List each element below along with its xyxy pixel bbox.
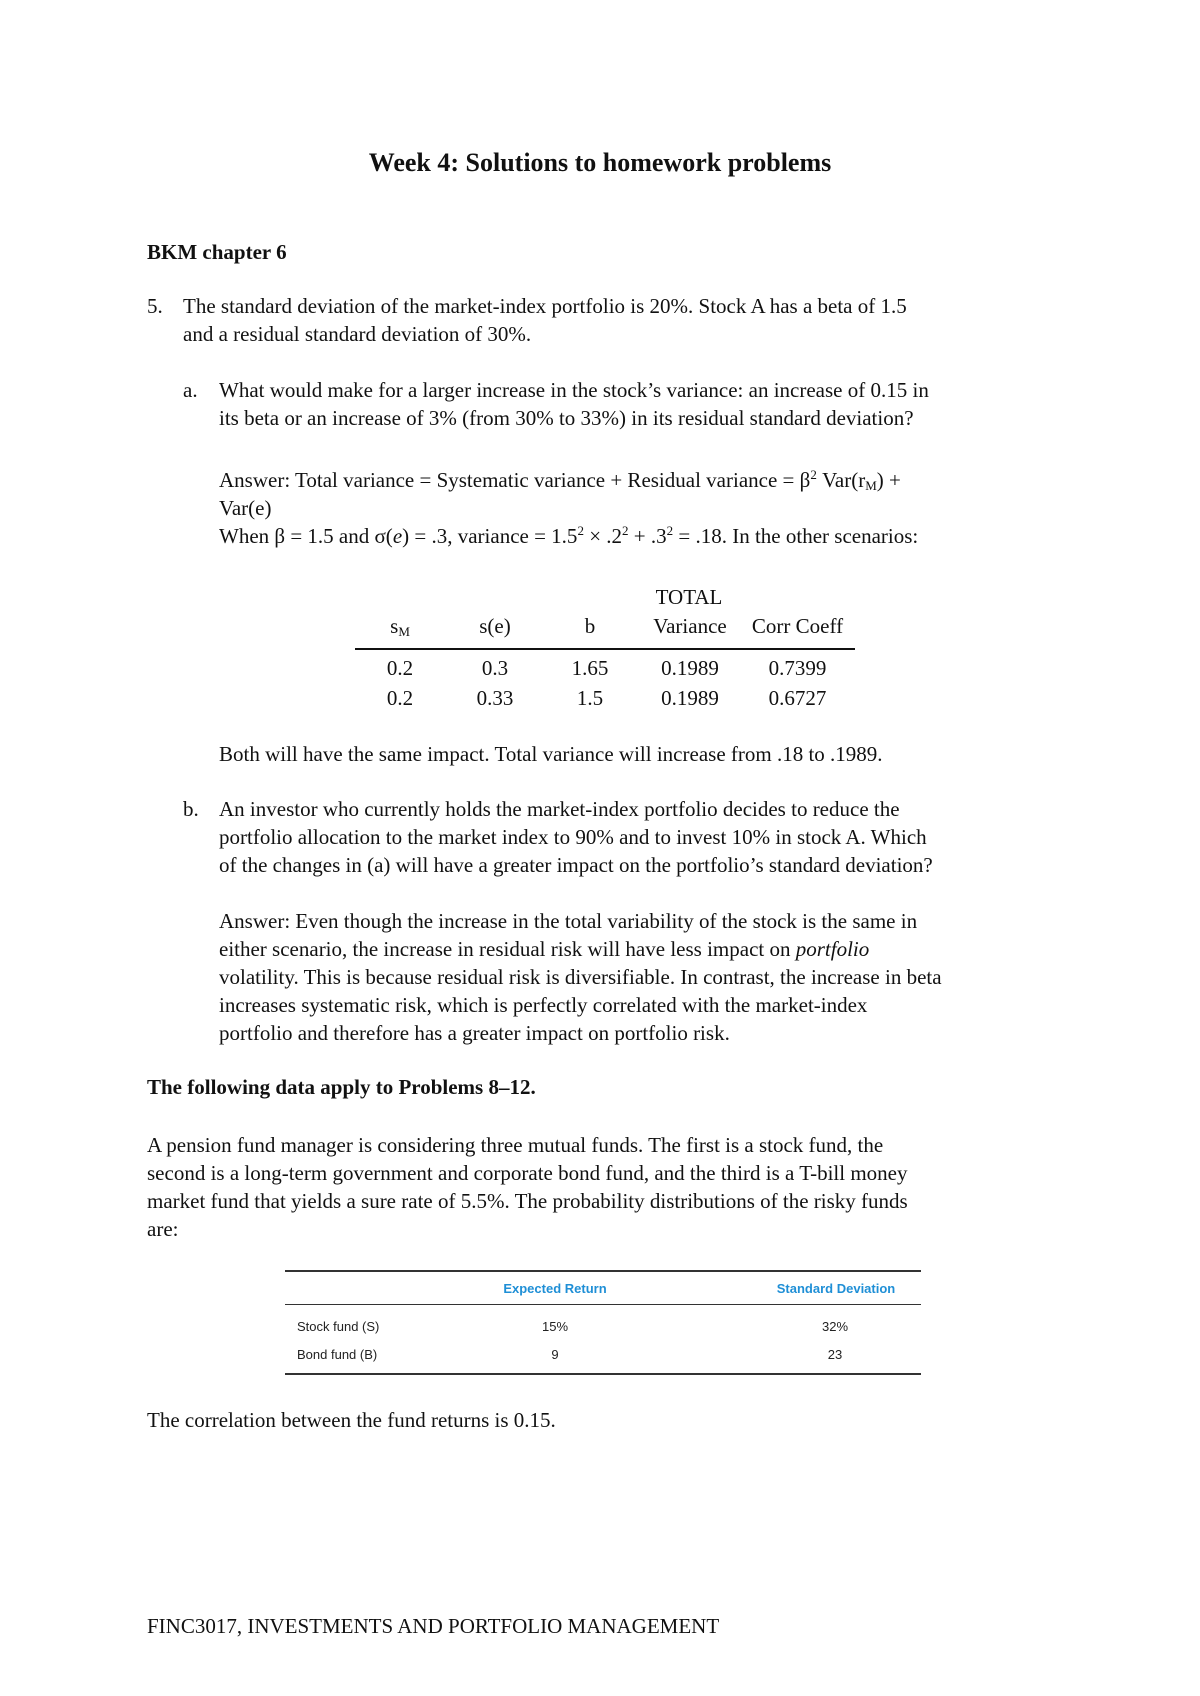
superscript-2: 2 xyxy=(577,523,584,538)
answer-text-a: Answer: Total variance = Systematic variance + Residual variance = β xyxy=(219,468,811,492)
header-expected-return: Expected Return xyxy=(503,1281,607,1296)
cell: 1.65 xyxy=(571,656,609,680)
pension-line-2: second is a long-term government and corporate bond fund, and the third is a T-bill money xyxy=(147,1161,908,1185)
part-b-answer-line-2 xyxy=(219,935,869,963)
superscript-2: 2 xyxy=(666,523,674,538)
chapter-heading: BKM chapter 6 xyxy=(147,240,287,264)
expected-return: 9 xyxy=(551,1347,559,1362)
part-a-label: a. xyxy=(183,378,198,402)
part-b-question-line-3: of the changes in (a) will have a greater impact on the portfolio’s standard deviation? xyxy=(219,853,933,877)
problem-5-text-line-1: The standard deviation of the market-index portfolio is 20%. Stock A has a beta of 1.5 xyxy=(183,294,907,318)
cell: 0.6727 xyxy=(768,686,827,710)
cell: 0.3 xyxy=(481,656,509,680)
part-a-answer-line-1 xyxy=(219,466,901,500)
part-b-answer-line-1: Answer: Even though the increase in the total variability of the stock is the same in xyxy=(219,909,918,933)
fund-name: Bond fund (B) xyxy=(297,1347,378,1362)
answer-b2-text: either scenario, the increase in residual risk will have less impact on xyxy=(219,937,796,961)
problem-5-text-line-2: and a residual standard deviation of 30%. xyxy=(183,322,532,346)
header-standard-deviation: Standard Deviation xyxy=(776,1281,896,1296)
answer3-text-a: When β = 1.5 and σ( xyxy=(219,524,393,548)
header-variance: Variance xyxy=(653,614,727,638)
fund-table-header xyxy=(285,1272,921,1304)
cell: 0.1989 xyxy=(661,686,719,710)
table-rule xyxy=(285,1373,921,1375)
table-row xyxy=(285,1311,921,1339)
answer-text-b: Var(r xyxy=(816,468,866,492)
variance-table-header xyxy=(355,614,855,644)
page-footer: FINC3017, INVESTMENTS AND PORTFOLIO MANAGEMENT xyxy=(147,1614,720,1638)
table-row xyxy=(355,656,855,686)
answer3-text-d: + .3 xyxy=(628,524,667,548)
data-heading: The following data apply to Problems 8–12. xyxy=(147,1075,536,1099)
cell: 0.7399 xyxy=(768,656,827,680)
answer3-text-e: = .18. In the other scenarios: xyxy=(673,524,919,548)
correlation-statement: The correlation between the fund returns is 0.15. xyxy=(147,1408,556,1432)
superscript-2: 2 xyxy=(622,523,629,538)
table-row xyxy=(355,686,855,716)
fund-table xyxy=(285,1270,921,1375)
answer-text-c: ) + xyxy=(876,468,901,492)
cell: 0.33 xyxy=(476,686,514,710)
page-title: Week 4: Solutions to homework problems xyxy=(368,148,832,177)
answer3-text-c: × .2 xyxy=(583,524,623,548)
answer-b2-italic: portfolio xyxy=(795,937,870,961)
part-b-answer-line-5: portfolio and therefore has a greater impact on portfolio risk. xyxy=(219,1021,730,1045)
part-a-question-line-2: its beta or an increase of 3% (from 30% to 33%) in its residual standard deviation? xyxy=(219,406,914,430)
part-a-question-line-1: What would make for a larger increase in the stock’s variance: an increase of 0.15 in xyxy=(219,378,929,402)
cell: 1.5 xyxy=(576,686,604,710)
header-sm-main: s xyxy=(390,614,399,638)
header-corr-coeff: Corr Coeff xyxy=(751,614,844,638)
pension-line-3: market fund that yields a sure rate of 5.5%. The probability distributions of the risky funds xyxy=(147,1189,908,1213)
header-se: s(e) xyxy=(479,614,511,638)
standard-deviation: 23 xyxy=(827,1347,843,1362)
cell: 0.2 xyxy=(386,656,414,680)
part-b-question-line-2: portfolio allocation to the market index to 90% and to invest 10% in stock A. Which xyxy=(219,825,927,849)
cell: 0.2 xyxy=(386,686,414,710)
part-a-answer-line-2: Var(e) xyxy=(219,496,272,520)
standard-deviation: 32% xyxy=(821,1319,849,1334)
table-rule xyxy=(355,648,855,650)
variance-table xyxy=(355,614,855,716)
answer3-text-b: ) = .3, variance = 1.5 xyxy=(402,524,578,548)
part-a-conclusion: Both will have the same impact. Total variance will increase from .18 to .1989. xyxy=(219,742,883,766)
header-sm-sub: M xyxy=(398,624,410,639)
cell: 0.1989 xyxy=(661,656,719,680)
subscript-m: M xyxy=(865,478,877,493)
fund-name: Stock fund (S) xyxy=(297,1319,380,1334)
header-sm xyxy=(355,614,445,640)
expected-return: 15% xyxy=(541,1319,569,1334)
part-a-answer-line-3 xyxy=(219,522,918,550)
part-b-answer-line-3: volatility. This is because residual risk is diversifiable. In contrast, the increase in beta xyxy=(219,965,942,989)
header-b: b xyxy=(584,614,596,638)
superscript-2: 2 xyxy=(810,467,817,482)
table-row xyxy=(285,1339,921,1367)
part-b-label: b. xyxy=(183,797,199,821)
part-b-question-line-1: An investor who currently holds the market-index portfolio decides to reduce the xyxy=(219,797,900,821)
part-b-answer-line-4: increases systematic risk, which is perfectly correlated with the market-index xyxy=(219,993,868,1017)
problem-5-number: 5. xyxy=(147,294,163,318)
pension-line-4: are: xyxy=(147,1217,179,1241)
answer3-e: e xyxy=(392,524,403,548)
variance-table-total-label: TOTAL xyxy=(655,585,723,609)
pension-line-1: A pension fund manager is considering three mutual funds. The first is a stock fund, the xyxy=(147,1133,884,1157)
